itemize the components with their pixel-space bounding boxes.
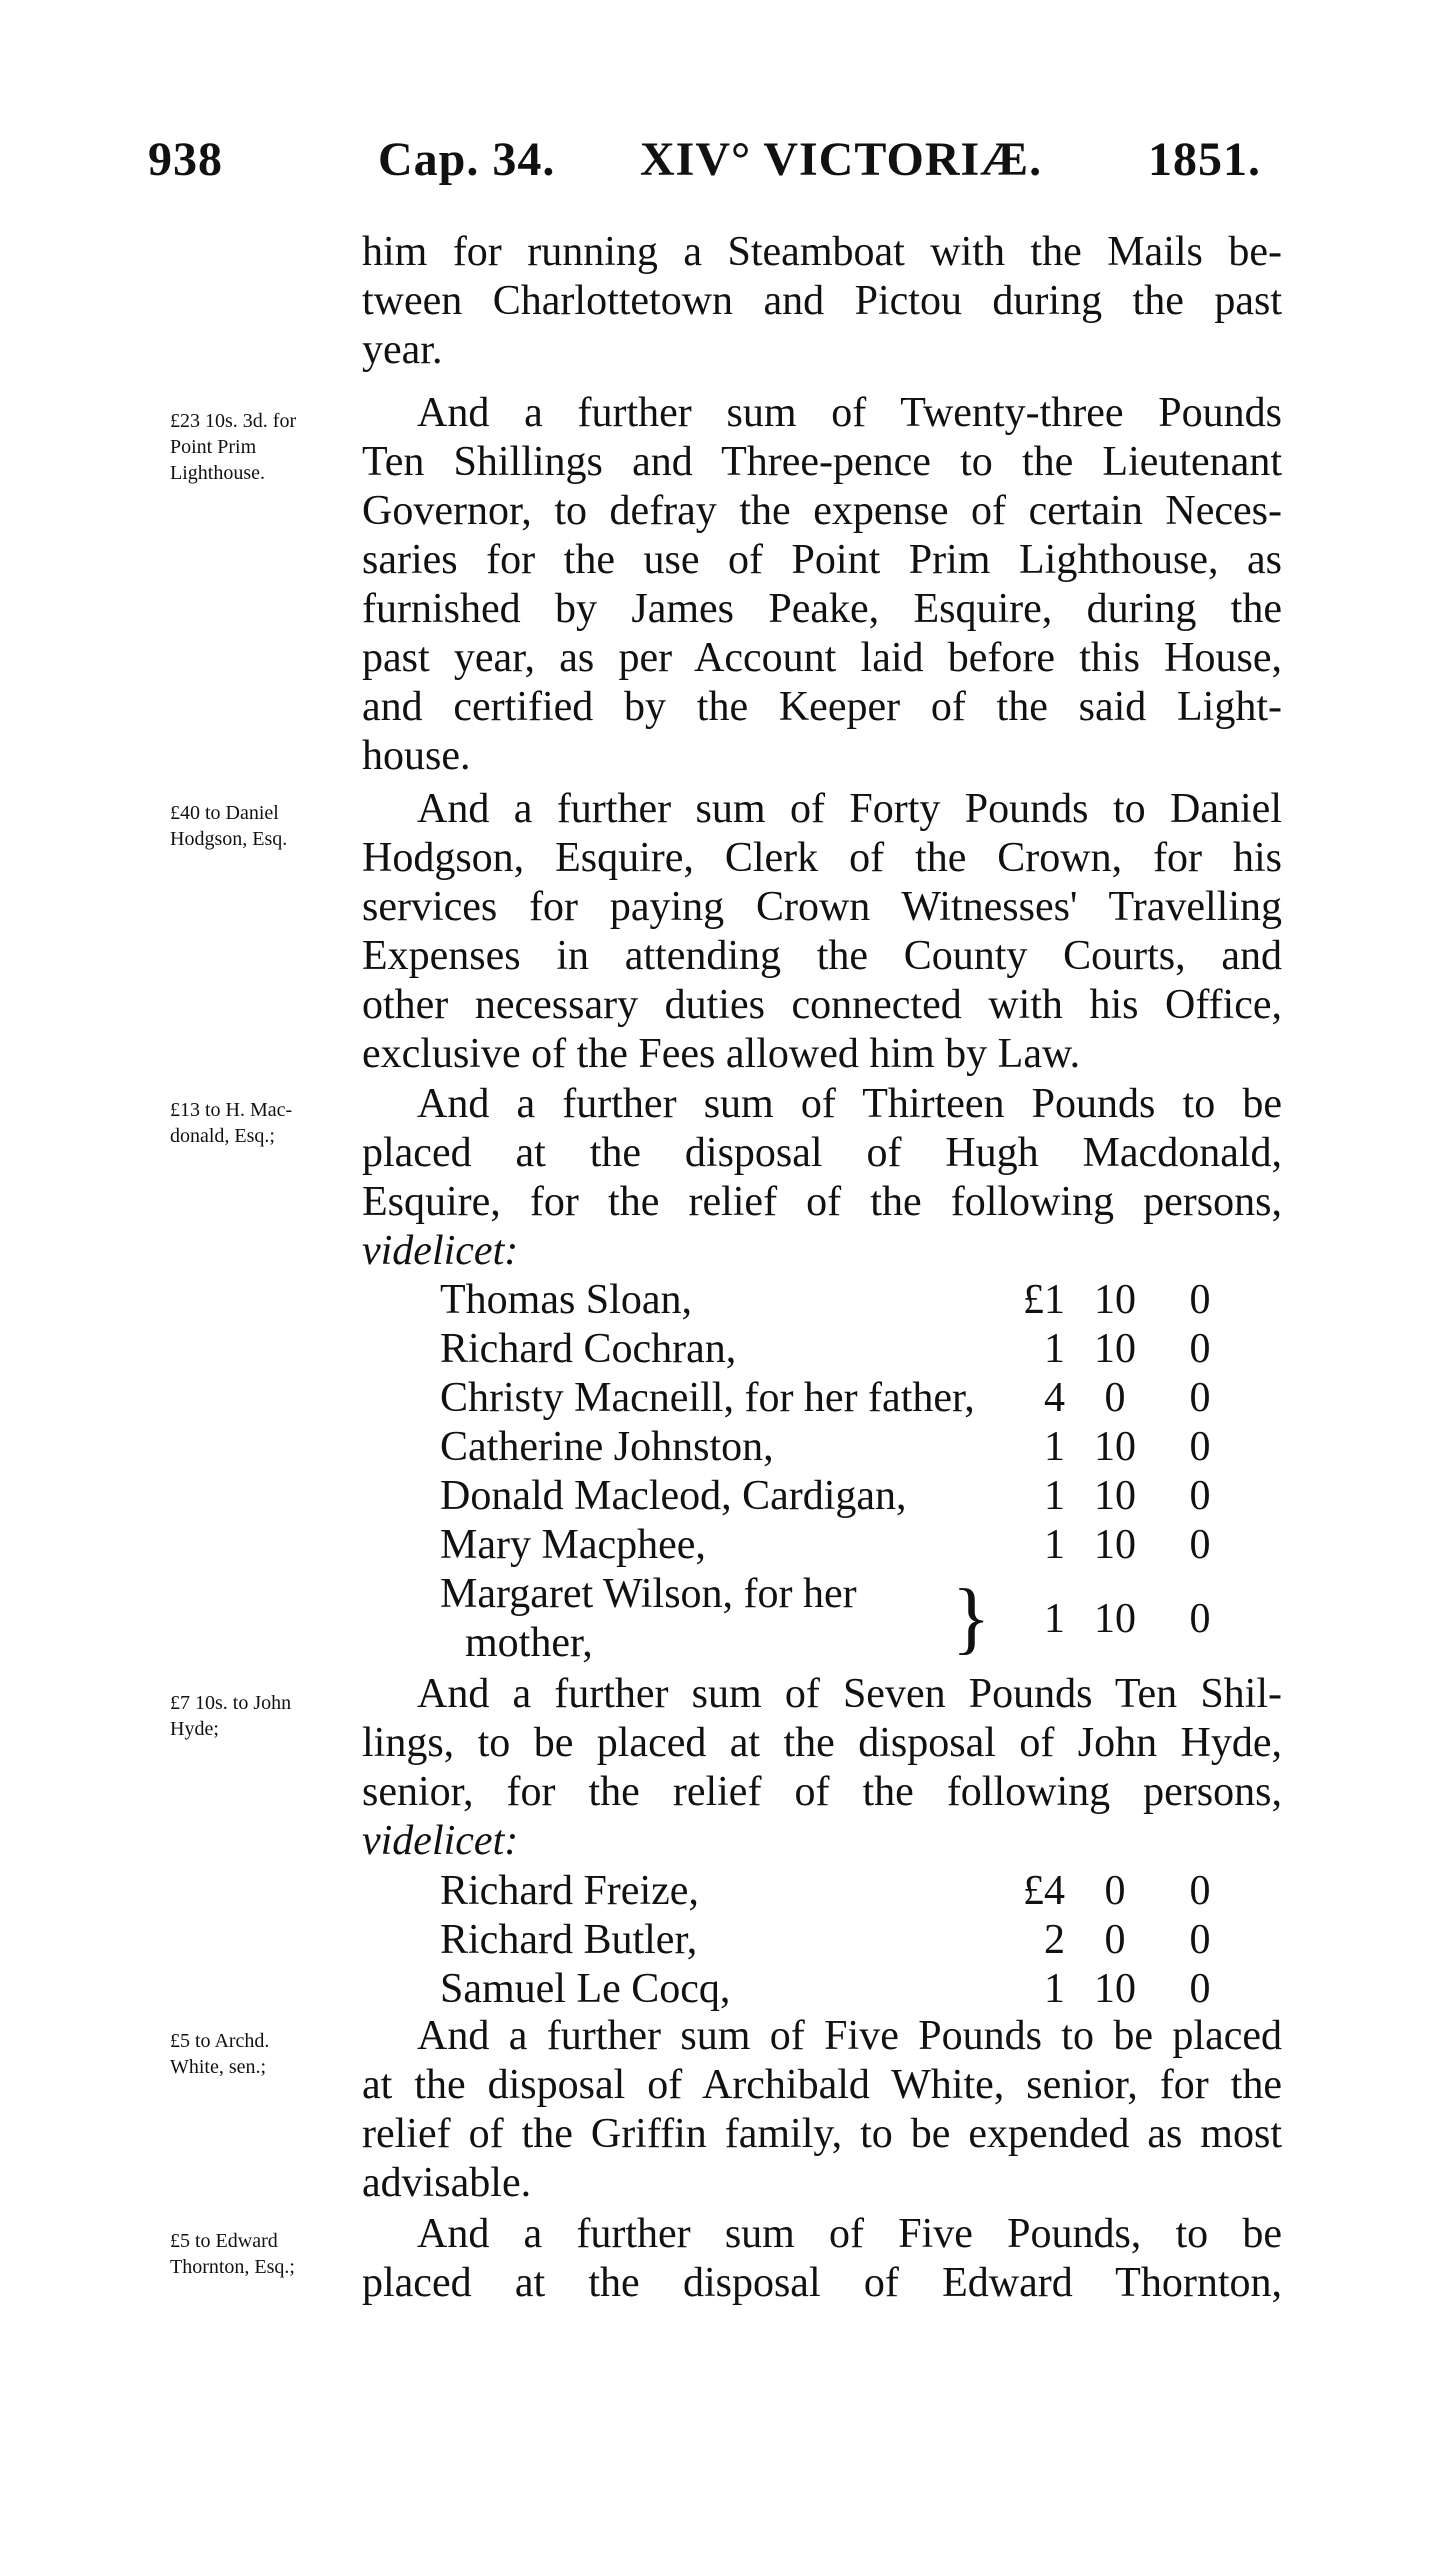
list-item [440,1325,1240,1374]
text-line: exclusive of the Fees allowed him by Law. [362,1031,1081,1077]
videlicet-label: videlicet: [362,1228,519,1274]
text-line: services for paying Crown Witnesses' Travelling [362,884,1282,930]
amount-shillings: 10 [1094,1596,1136,1642]
paragraph-lighthouse [362,389,1282,781]
amount-pounds: £1 [1023,1277,1065,1323]
list-item [440,1965,1240,2014]
margin-note-line: £5 to Edward [170,2230,278,2252]
margin-note-hodgson [170,800,360,852]
margin-note-line: £7 10s. to John [170,1692,292,1714]
amount-shillings: 10 [1094,1277,1136,1323]
margin-note-line: Thornton, Esq.; [170,2256,295,2278]
amount-pence: 0 [1189,1473,1211,1519]
list-item [440,1276,1240,1325]
margin-note-line: £5 to Archd. [170,2030,270,2052]
text-line: placed at the disposal of Edward Thornton, [362,2260,1282,2306]
margin-note-line: £13 to H. Mac- [170,1099,293,1121]
margin-note-line: Lighthouse. [170,462,265,484]
text-line: tween Charlottetown and Pictou during the past [362,278,1282,324]
text-line: Governor, to defray the expense of certain Neces- [362,488,1282,534]
amount-shillings: 10 [1094,1966,1136,2012]
margin-note-lighthouse [170,408,360,486]
margin-note-macdonald [170,1097,360,1149]
amount-pence: 0 [1189,1966,1211,2012]
amount-pence: 0 [1189,1917,1211,1963]
list-item [440,1916,1240,1965]
paragraph-hyde [362,1670,1282,1866]
reign-label: XIV° VICTORIÆ. [640,133,1043,186]
person-name: Richard Cochran, [440,1326,737,1372]
brace-glyph: } [952,1574,991,1662]
running-header [0,132,1439,192]
list-item [440,1570,1240,1670]
relief-list-hyde [440,1867,1240,2014]
relief-list-macdonald [440,1276,1240,1670]
person-name-line: mother, [465,1620,593,1666]
paragraph-white [362,2012,1282,2208]
amount-pounds: 1 [1044,1424,1065,1470]
person-name-line: Margaret Wilson, for her [440,1571,857,1617]
amount-pounds: 1 [1044,1473,1065,1519]
person-name: Thomas Sloan, [440,1277,692,1323]
margin-note-line: Hyde; [170,1718,219,1740]
person-name: Christy Macneill, for her father, [440,1375,975,1421]
amount-shillings: 0 [1104,1917,1126,1963]
amount-pounds: 2 [1044,1917,1065,1963]
amount-pounds: £4 [1023,1868,1065,1914]
person-name [440,1570,857,1668]
list-item [440,1867,1240,1916]
paragraph-macdonald [362,1080,1282,1276]
page-number: 938 [148,133,223,186]
margin-note-thornton [170,2228,360,2280]
margin-note-line: White, sen.; [170,2056,267,2078]
text-line: saries for the use of Point Prim Lighthouse, as [362,537,1282,583]
text-line: year. [362,327,443,373]
amount-pence: 0 [1189,1868,1211,1914]
person-name: Mary Macphee, [440,1522,706,1568]
text-line: other necessary duties connected with his Office, [362,982,1282,1028]
amount-shillings: 10 [1094,1424,1136,1470]
amount-pence: 0 [1189,1424,1211,1470]
text-line: Esquire, for the relief of the following persons, [362,1179,1282,1225]
list-item [440,1374,1240,1423]
amount-shillings: 0 [1104,1375,1126,1421]
text-line: And a further sum of Forty Pounds to Daniel [417,786,1282,832]
amount-pounds: 4 [1044,1375,1065,1421]
amount-pounds: 1 [1044,1966,1065,2012]
text-line: And a further sum of Thirteen Pounds to be [417,1081,1282,1127]
paragraph-hodgson [362,785,1282,1079]
amount-shillings: 10 [1094,1522,1136,1568]
margin-note-line: Point Prim [170,436,257,458]
amount-pounds: 1 [1044,1326,1065,1372]
margin-note-line: donald, Esq.; [170,1125,275,1147]
person-name: Richard Freize, [440,1868,699,1914]
amount-pence: 0 [1189,1326,1211,1372]
text-line: him for running a Steamboat with the Mails be- [362,229,1282,275]
list-item [440,1472,1240,1521]
amount-shillings: 10 [1094,1473,1136,1519]
list-item [440,1521,1240,1570]
text-line: And a further sum of Five Pounds to be placed [417,2013,1282,2059]
list-item [440,1423,1240,1472]
amount-pence: 0 [1189,1522,1211,1568]
person-name: Donald Macleod, Cardigan, [440,1473,907,1519]
amount-pounds: 1 [1044,1596,1065,1642]
text-line: senior, for the relief of the following persons, [362,1769,1282,1815]
text-line: And a further sum of Five Pounds, to be [417,2211,1282,2257]
paragraph-continuation [362,228,1282,375]
text-line: furnished by James Peake, Esquire, during the [362,586,1282,632]
amount-pounds: 1 [1044,1522,1065,1568]
text-line: house. [362,733,471,779]
amount-pence: 0 [1189,1596,1211,1642]
text-line: at the disposal of Archibald White, senior, for the [362,2062,1282,2108]
amount-shillings: 0 [1104,1868,1126,1914]
amount-pence: 0 [1189,1375,1211,1421]
person-name: Richard Butler, [440,1917,698,1963]
margin-note-line: Hodgson, Esq. [170,828,288,850]
text-line: placed at the disposal of Hugh Macdonald, [362,1130,1282,1176]
videlicet-label: videlicet: [362,1818,519,1864]
paragraph-thornton [362,2210,1282,2308]
chapter-label: Cap. 34. [378,133,556,186]
margin-note-line: £23 10s. 3d. for [170,410,297,432]
margin-note-hyde [170,1690,360,1742]
text-line: Hodgson, Esquire, Clerk of the Crown, for his [362,835,1282,881]
margin-note-white [170,2028,360,2080]
text-line: relief of the Griffin family, to be expended as most [362,2111,1282,2157]
person-name: Catherine Johnston, [440,1424,774,1470]
amount-pence: 0 [1189,1277,1211,1323]
text-line: lings, to be placed at the disposal of John Hyde, [362,1720,1282,1766]
text-line: and certified by the Keeper of the said Light- [362,684,1282,730]
text-line: And a further sum of Seven Pounds Ten Shil- [417,1671,1282,1717]
person-name: Samuel Le Cocq, [440,1966,731,2012]
amount-shillings: 10 [1094,1326,1136,1372]
text-line: Expenses in attending the County Courts, and [362,933,1282,979]
year-label: 1851. [1148,133,1261,186]
text-line: advisable. [362,2160,532,2206]
margin-note-line: £40 to Daniel [170,802,279,824]
text-line: And a further sum of Twenty-three Pounds [417,390,1282,436]
text-line: Ten Shillings and Three-pence to the Lieutenant [362,439,1282,485]
text-line: past year, as per Account laid before this House, [362,635,1282,681]
